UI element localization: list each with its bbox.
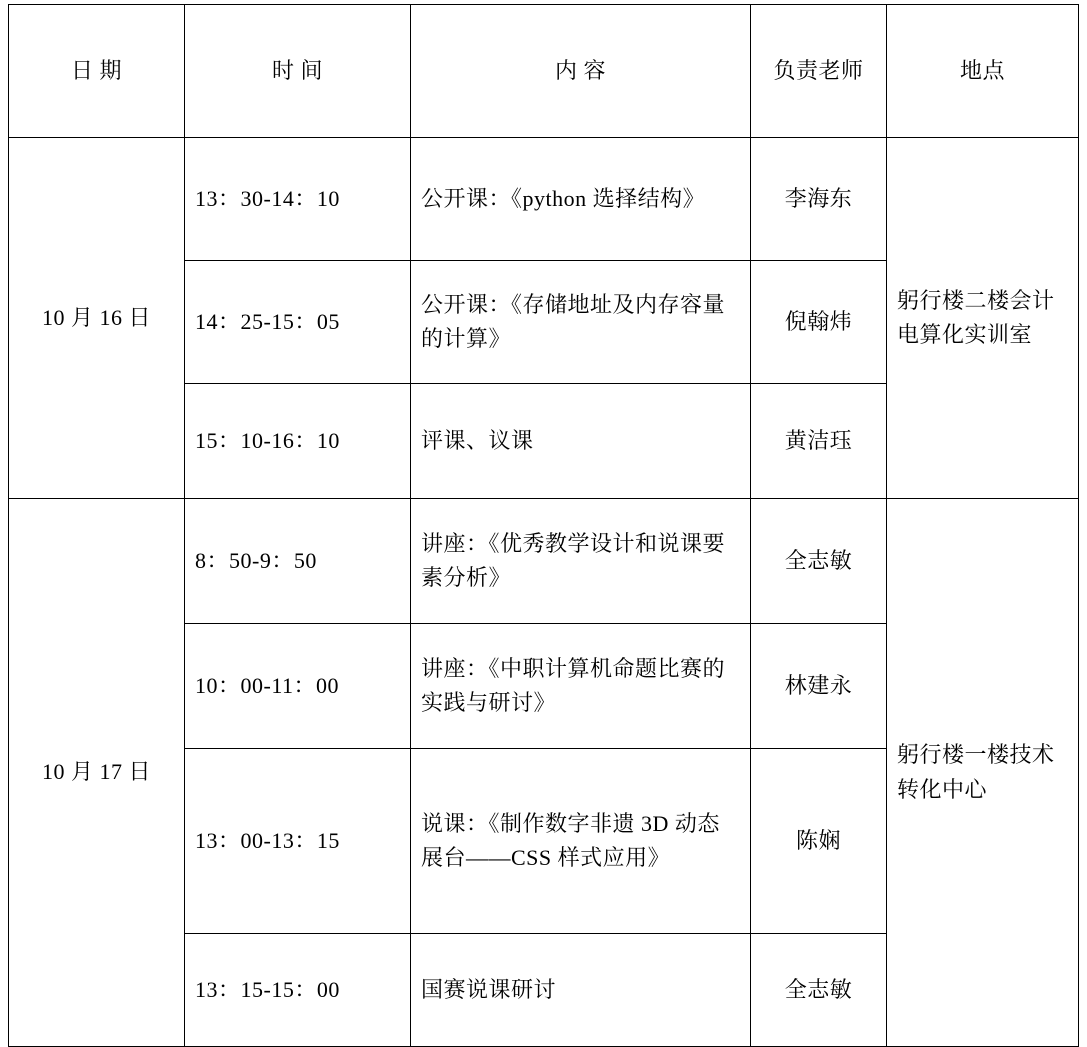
table-row: [9, 138, 1079, 261]
cell-content: 说课：《制作数字非遗 3D 动态展台——CSS 样式应用》: [411, 749, 751, 934]
cell-content: 评课、议课: [411, 384, 751, 499]
cell-content: 国赛说课研讨: [411, 934, 751, 1047]
cell-teacher: 陈娴: [751, 749, 887, 934]
header-cell-teacher: 负责老师: [751, 5, 887, 138]
cell-content: 公开课：《python 选择结构》: [411, 138, 751, 261]
cell-teacher: 李海东: [751, 138, 887, 261]
header-cell-content: 内 容: [411, 5, 751, 138]
header-cell-date: 日 期: [9, 5, 185, 138]
cell-teacher: 林建永: [751, 624, 887, 749]
table-row: [9, 499, 1079, 624]
cell-time: 15：10-16：10: [185, 384, 411, 499]
header-cell-time: 时 间: [185, 5, 411, 138]
cell-date: 10 月 17 日: [9, 499, 185, 1047]
table-body: [9, 138, 1079, 1047]
cell-teacher: 全志敏: [751, 499, 887, 624]
cell-time: 14：25-15：05: [185, 261, 411, 384]
cell-time: 10：00-11：00: [185, 624, 411, 749]
cell-teacher: 黄洁珏: [751, 384, 887, 499]
cell-content: 讲座：《优秀教学设计和说课要素分析》: [411, 499, 751, 624]
cell-place: 躬行楼一楼技术转化中心: [887, 499, 1079, 1047]
header-row: [9, 5, 1079, 138]
table-header: [9, 5, 1079, 138]
cell-content: 公开课：《存储地址及内存容量的计算》: [411, 261, 751, 384]
cell-time: 8：50-9：50: [185, 499, 411, 624]
cell-teacher: 全志敏: [751, 934, 887, 1047]
cell-content: 讲座：《中职计算机命题比赛的实践与研讨》: [411, 624, 751, 749]
cell-time: 13：15-15：00: [185, 934, 411, 1047]
cell-place: 躬行楼二楼会计电算化实训室: [887, 138, 1079, 499]
cell-teacher: 倪翰炜: [751, 261, 887, 384]
cell-time: 13：00-13：15: [185, 749, 411, 934]
cell-time: 13：30-14：10: [185, 138, 411, 261]
cell-date: 10 月 16 日: [9, 138, 185, 499]
header-cell-place: 地点: [887, 5, 1079, 138]
schedule-table: [8, 4, 1079, 1047]
